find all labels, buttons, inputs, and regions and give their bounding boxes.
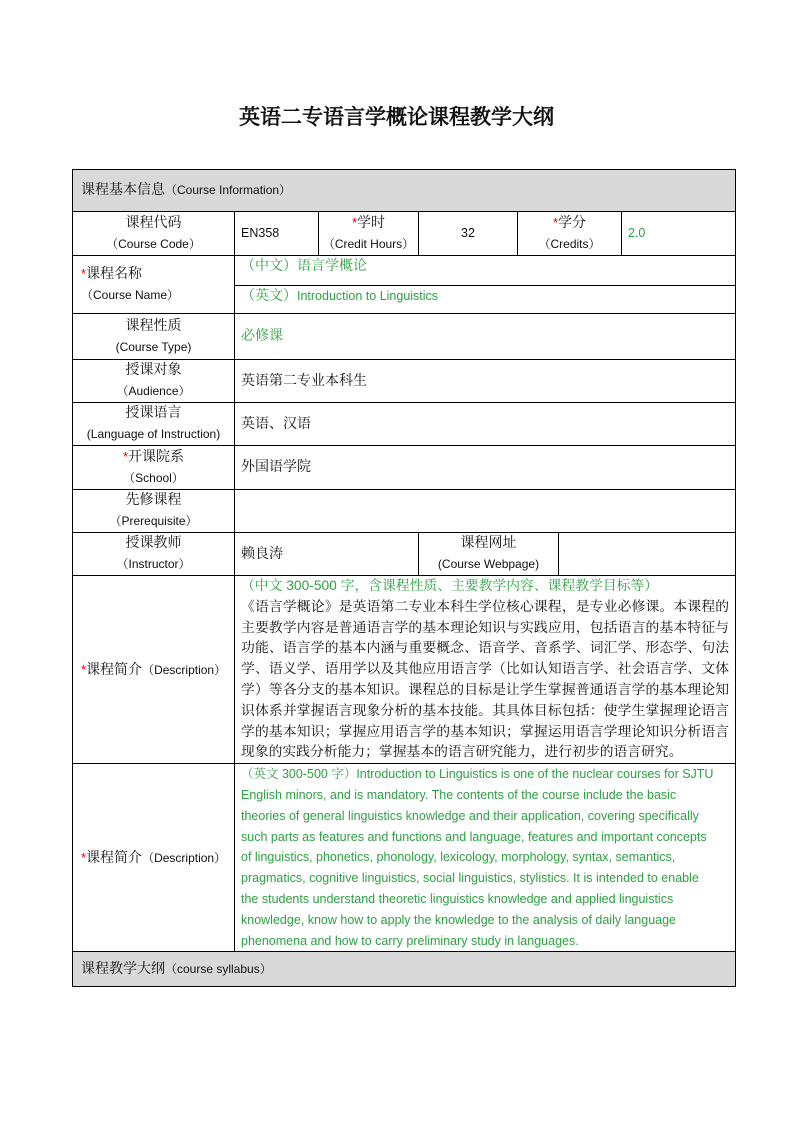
- description-en-line: such parts as features and functions and language, features and important concepts: [241, 829, 707, 844]
- course-type-label: [73, 314, 235, 360]
- school-value: 外国语学院: [241, 459, 311, 475]
- instructor-label: [73, 533, 235, 576]
- credit-hours-value: 32: [461, 226, 475, 240]
- webpage-label-en: (Course Webpage): [437, 557, 540, 571]
- required-mark: *: [351, 215, 358, 230]
- credits-label-cn: 学分: [558, 215, 587, 231]
- course-name-row-cn: [73, 256, 736, 286]
- description-en-text: [235, 764, 736, 952]
- course-info-table: [72, 169, 736, 987]
- credits-value: 2.0: [628, 226, 646, 240]
- description-en-first-line: [241, 764, 729, 785]
- required-mark: *: [81, 266, 87, 281]
- description-cn-label: [73, 576, 235, 764]
- description-en-hint: （英文 300-500 字）: [241, 767, 357, 782]
- course-name-english-prefix: （英文）: [241, 288, 297, 304]
- language-value: 英语、汉语: [241, 415, 311, 432]
- section-header-course-syllabus: [73, 952, 736, 987]
- description-cn-line: 学、语义学、语用学以及其他应用语言学（比如认知语言学、社会语言学、文体: [241, 661, 730, 678]
- credits-label: [518, 212, 622, 256]
- document-title: 英语二专语言学概论课程教学大纲: [239, 104, 554, 129]
- credit-hours-label: [319, 212, 419, 256]
- course-type-row: [73, 314, 736, 360]
- instructor-label-cn: 授课教师: [125, 535, 182, 551]
- audience-value: 英语第二专业本科生: [241, 372, 367, 389]
- school-value-cell: [235, 446, 736, 490]
- credits-label-en: （Credits）: [538, 237, 601, 251]
- course-name-english-cell: [235, 286, 736, 314]
- course-code-label-cn: 课程代码: [125, 214, 182, 231]
- description-en-label-cn: 课程简介: [86, 849, 143, 866]
- description-en-label: [73, 764, 235, 952]
- language-row: [73, 403, 736, 446]
- description-cn-line: 学）等各分支的基本知识。课程总的目标是让学生掌握普通语言学的基本理论知: [241, 681, 730, 698]
- section-header-cn: 课程基本信息: [81, 182, 165, 198]
- description-en-label-en: （Description）: [142, 850, 227, 865]
- course-code-label-en: （Course Code）: [106, 236, 201, 251]
- course-type-value-cell: [235, 314, 736, 360]
- course-name-label-en: （Course Name）: [81, 288, 180, 302]
- description-en-line: theories of general linguistics knowledge and their application, covering specifically: [241, 808, 699, 823]
- course-type-value: 必修课: [241, 328, 283, 344]
- language-value-cell: [235, 403, 736, 446]
- credits-value-cell: [622, 212, 736, 256]
- audience-label: [73, 360, 235, 403]
- description-en-line: phenomena and how to carry preliminary study in languages.: [241, 933, 579, 948]
- language-label-cn: 授课语言: [125, 405, 182, 421]
- description-en-line: pragmatics, cognitive linguistics, social linguistics, stylistics. It is intended to enable: [241, 871, 699, 886]
- audience-value-cell: [235, 360, 736, 403]
- description-cn-line: 学的基本知识；掌握应用语言学的基本知识；掌握运用语言学理论知识分析语言: [241, 723, 730, 740]
- description-cn-label-cn: 课程简介: [86, 661, 143, 678]
- description-cn-text: [235, 576, 736, 764]
- syllabus-header-cn: 课程教学大纲: [81, 960, 165, 977]
- school-label-cn: 开课院系: [128, 449, 185, 465]
- school-label: [73, 446, 235, 490]
- required-mark: *: [552, 215, 559, 230]
- course-name-chinese-cell: [235, 256, 736, 286]
- audience-label-cn: 授课对象: [125, 362, 182, 378]
- prerequisite-label-en: （Prerequisite）: [109, 514, 198, 528]
- syllabus-header-row: [73, 952, 736, 987]
- description-en-line: the students understand theoretic linguistics knowledge and applied linguistics: [241, 891, 674, 906]
- required-mark: *: [81, 661, 87, 677]
- webpage-label-cn: 课程网址: [460, 535, 517, 551]
- required-mark: *: [81, 849, 87, 865]
- webpage-value-cell: [559, 533, 736, 576]
- course-code-row: [73, 212, 736, 256]
- language-label: [73, 403, 235, 446]
- school-label-en: （School）: [123, 471, 184, 485]
- school-row: [73, 446, 736, 490]
- description-cn-label-en: （Description）: [142, 662, 227, 677]
- course-code-value-cell: [235, 212, 319, 256]
- description-cn-hint: （中文 300-500 字，含课程性质、主要教学内容、课程教学目标等）: [241, 578, 659, 593]
- instructor-value: 赖良涛: [241, 545, 283, 562]
- required-mark: *: [122, 449, 129, 464]
- description-cn-line: 《语言学概论》是英语第二专业本科生学位核心课程，是专业必修课。本课程的: [241, 598, 730, 615]
- prerequisite-label: [73, 490, 235, 533]
- description-cn-line: 功能、语言学的基本内涵与重要概念、语音学、音系学、词汇学、形态学、句法: [241, 640, 730, 657]
- prerequisite-value-cell: [235, 490, 736, 533]
- webpage-label: [419, 533, 559, 576]
- instructor-value-cell: [235, 533, 419, 576]
- course-type-label-cn: 课程性质: [125, 317, 182, 334]
- description-en-line: Introduction to Linguistics is one of the nuclear courses for SJTU: [356, 767, 714, 782]
- credit-hours-value-cell: [419, 212, 518, 256]
- syllabus-header-en: （course syllabus）: [165, 961, 272, 976]
- description-en-line: of linguistics, phonetics, phonology, lexicology, morphology, syntax, semantics,: [241, 850, 676, 865]
- course-name-label: [73, 256, 235, 314]
- description-en-row: [73, 764, 736, 952]
- section-header-row: [73, 170, 736, 212]
- course-name-label-cn: 课程名称: [86, 266, 143, 282]
- language-label-en: (Language of Instruction): [86, 427, 221, 441]
- description-en-line: knowledge, know how to apply the knowledge to the analysis of daily language: [241, 912, 677, 927]
- course-name-chinese: （中文）语言学概论: [241, 258, 367, 274]
- audience-label-en: （Audience）: [116, 384, 191, 398]
- course-name-english: Introduction to Linguistics: [297, 289, 439, 303]
- credit-hours-label-en: （Credit Hours）: [322, 237, 415, 251]
- section-header-course-information: [73, 170, 736, 212]
- audience-row: [73, 360, 736, 403]
- description-cn-line: 主要教学内容是普通语言学的基本理论知识与实践应用，包括语言的基本特征与: [241, 619, 730, 636]
- section-header-en: （Course Information）: [165, 183, 292, 197]
- credit-hours-label-cn: 学时: [357, 215, 386, 231]
- prerequisite-row: [73, 490, 736, 533]
- prerequisite-label-cn: 先修课程: [125, 492, 182, 508]
- description-cn-line: 识体系并掌握语言现象分析的基本技能。其具体目标包括：使学生掌握理论语言: [241, 702, 730, 719]
- instructor-row: [73, 533, 736, 576]
- description-cn-row: [73, 576, 736, 764]
- course-code-label: [73, 212, 235, 256]
- course-type-label-en: (Course Type): [115, 339, 192, 354]
- description-cn-line: 现象的实践分析能力；掌握基本的语言研究能力，进行初步的语言研究。: [241, 744, 683, 761]
- description-en-line: English minors, and is mandatory. The contents of the course include the basic: [241, 787, 677, 802]
- course-code-value: EN358: [241, 226, 280, 240]
- instructor-label-en: （Instructor）: [116, 557, 191, 571]
